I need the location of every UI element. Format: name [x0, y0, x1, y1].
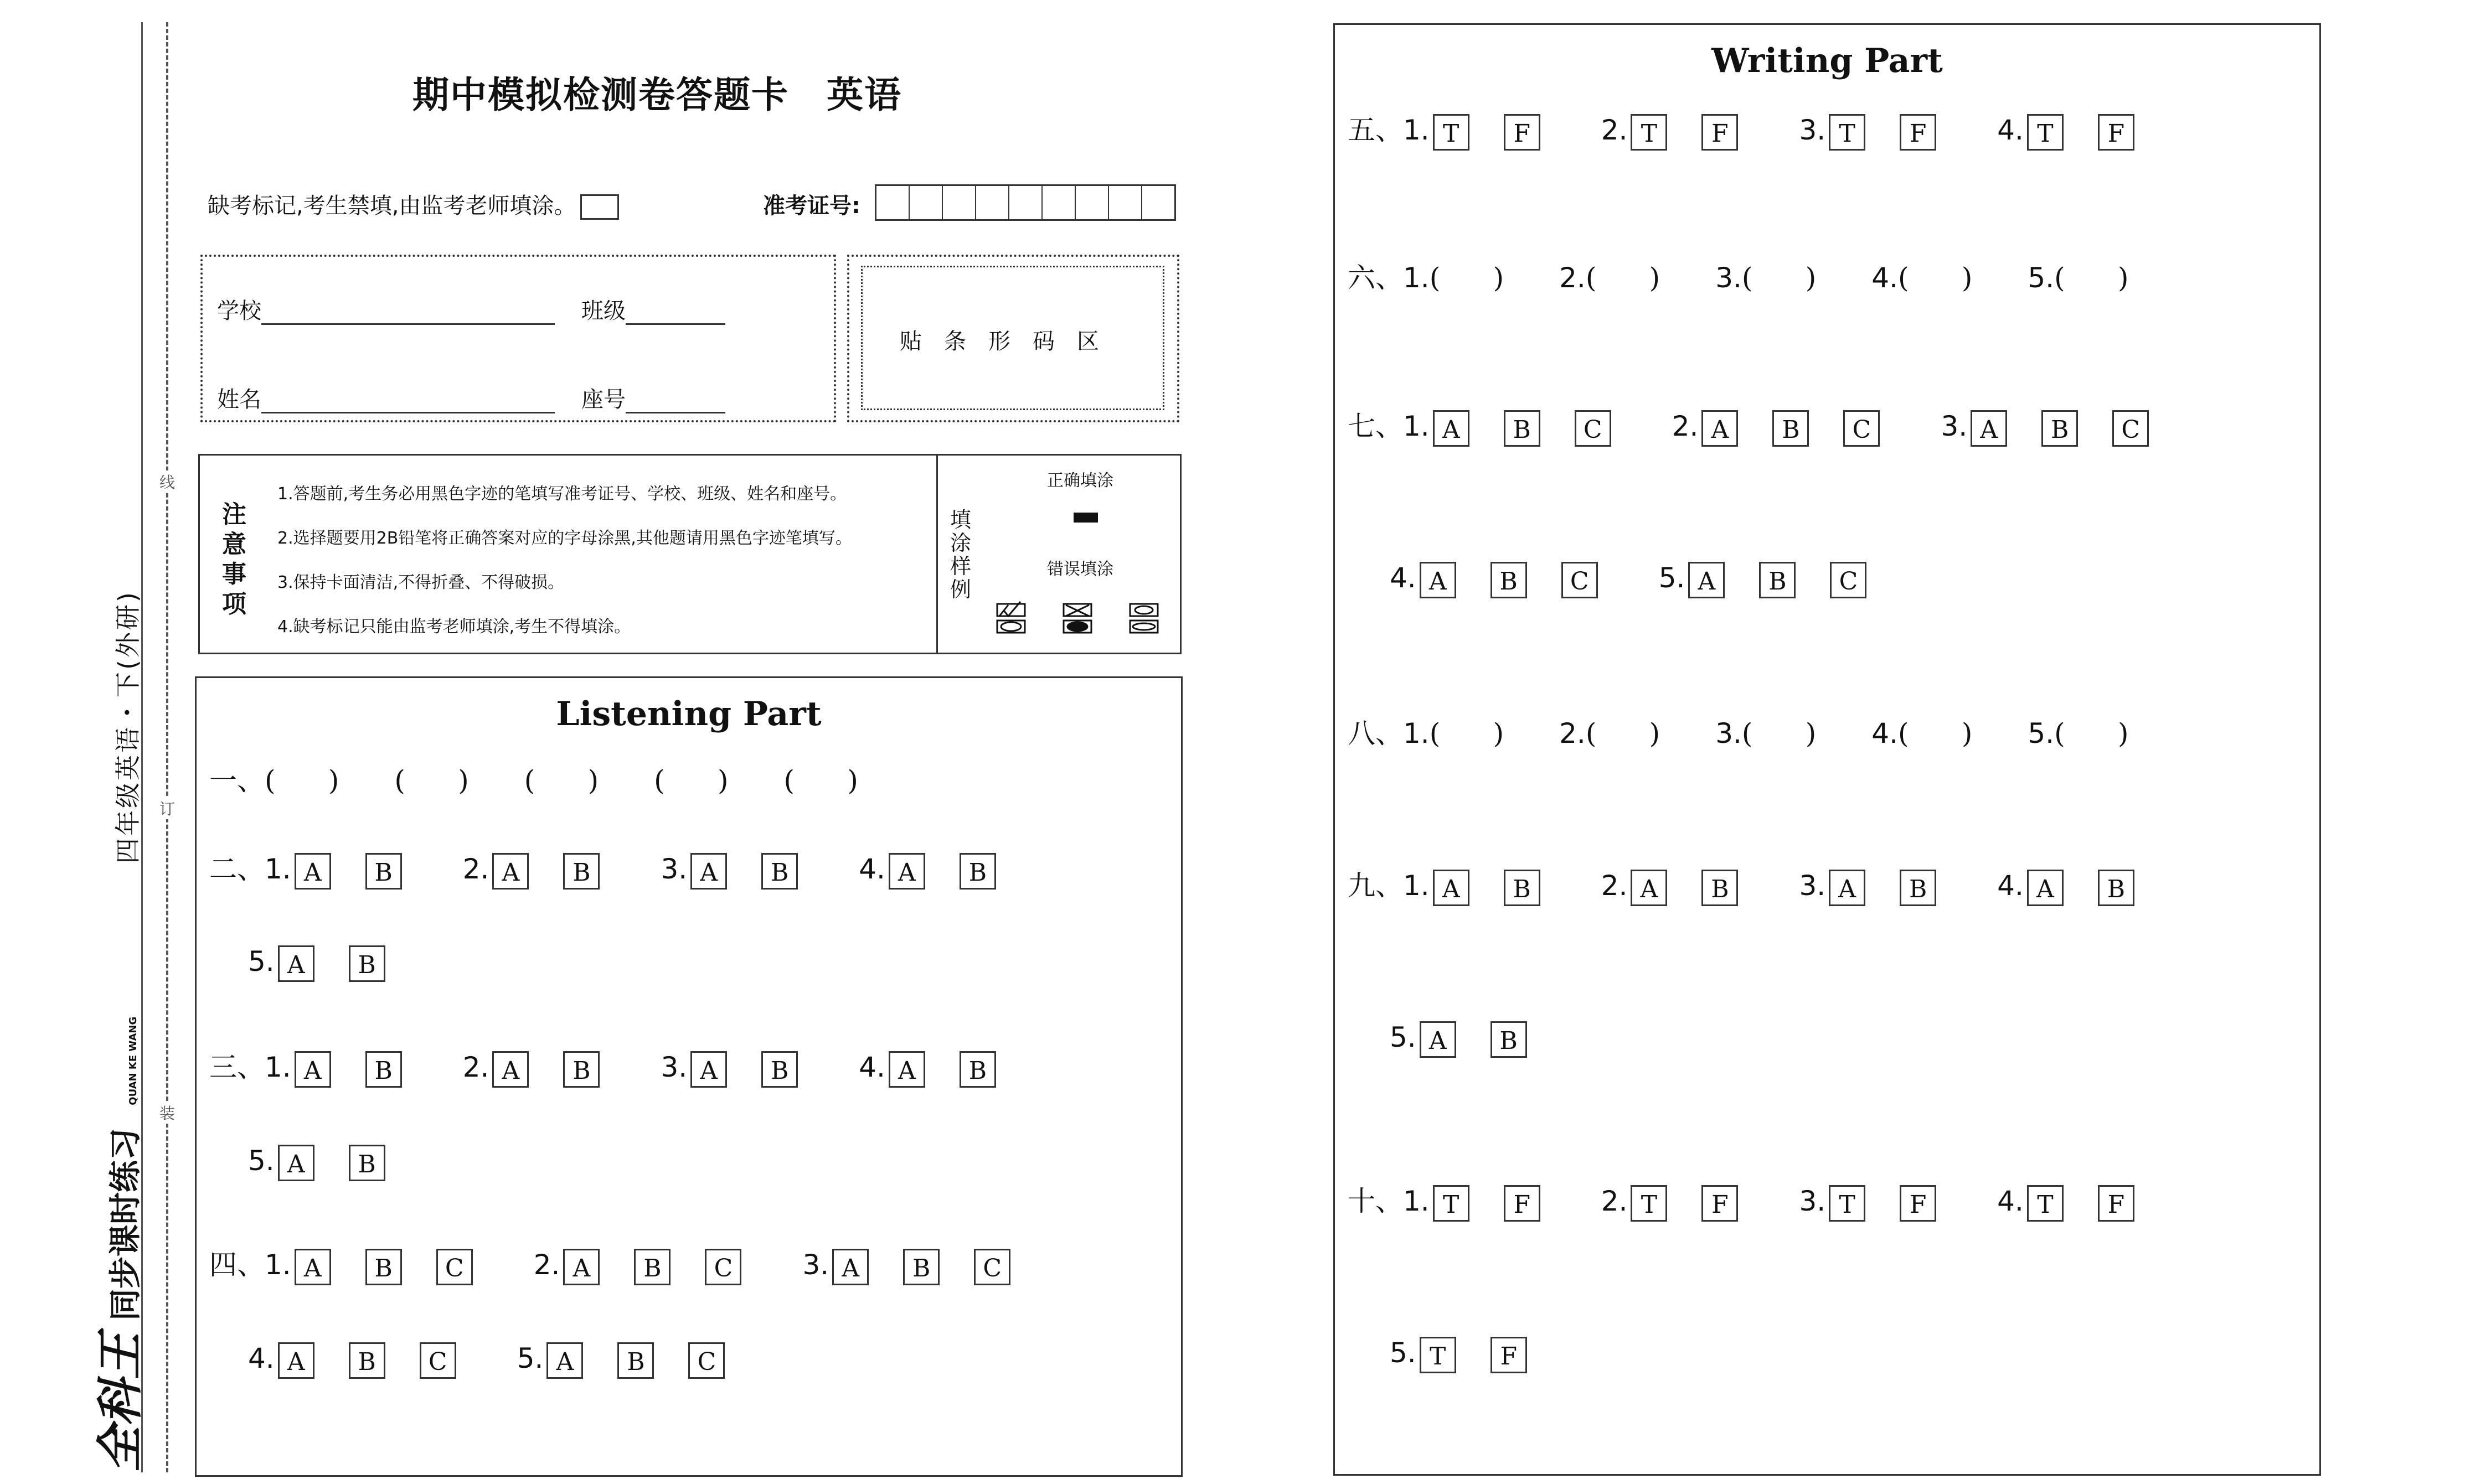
school-input-line[interactable] [261, 323, 555, 325]
question-number: 3. [661, 1051, 688, 1083]
answer-blank[interactable]: ( ) [2054, 262, 2129, 294]
correct-fill-label: 正确填涂 [1047, 471, 1113, 490]
option-box-b[interactable]: B [563, 1051, 600, 1088]
answer-blank[interactable]: ( ) [265, 764, 339, 797]
exam-id-digit[interactable] [976, 186, 1009, 219]
option-box-a[interactable]: A [1420, 562, 1456, 598]
writing-title: Writing Part [1711, 42, 1943, 80]
option-box-a[interactable]: A [546, 1342, 583, 1379]
question-row [209, 1243, 1010, 1285]
option-box-f[interactable]: F [1701, 1185, 1738, 1222]
question-row [1390, 1021, 1527, 1058]
exam-id-digit[interactable] [1142, 186, 1174, 219]
option-box-a[interactable]: A [278, 1342, 314, 1379]
option-box-t[interactable]: T [1829, 114, 1865, 151]
question-row [1390, 562, 1866, 598]
question-number: 4. [1997, 1185, 2024, 1217]
option-box-c[interactable]: C [436, 1249, 473, 1285]
option-box-c[interactable]: C [1843, 410, 1880, 447]
option-box-a[interactable]: A [295, 1051, 331, 1088]
option-box-b[interactable]: B [1900, 870, 1936, 906]
exam-id-digit[interactable] [943, 186, 976, 219]
class-label: 班级 [581, 298, 626, 324]
name-field[interactable] [217, 382, 555, 413]
school-label: 学校 [217, 298, 261, 324]
answer-blank[interactable]: ( ) [1429, 262, 1504, 294]
school-field[interactable] [217, 293, 555, 325]
cut-label-staple: 装 [159, 1102, 175, 1124]
absent-mark-label: 缺考标记,考生禁填,由监考老师填涂。 [208, 193, 576, 219]
option-box-t[interactable]: T [1631, 1185, 1667, 1222]
question-row [209, 758, 914, 798]
exam-id-digit[interactable] [1043, 186, 1076, 219]
option-box-b[interactable]: B [1759, 562, 1796, 598]
question-number: 4. [859, 1051, 885, 1083]
question-number: 1. [1403, 870, 1430, 902]
option-box-f[interactable]: F [2098, 114, 2134, 151]
option-box-a[interactable]: A [492, 853, 529, 890]
question-row [1348, 863, 2134, 906]
class-field[interactable] [581, 293, 725, 325]
answer-blank[interactable]: ( ) [1741, 262, 1817, 294]
option-box-f[interactable]: F [2098, 1185, 2134, 1222]
question-row [1348, 711, 2184, 751]
question-number: 2. [533, 1249, 560, 1281]
option-box-a[interactable]: A [1829, 870, 1865, 906]
question-number: 5. [2028, 262, 2055, 294]
option-box-b[interactable]: B [1701, 870, 1738, 906]
question-number: 4. [1390, 562, 1416, 594]
answer-blank[interactable]: ( ) [394, 764, 469, 797]
option-box-t[interactable]: T [1420, 1337, 1456, 1373]
question-number: 1. [265, 1051, 291, 1083]
option-box-b[interactable]: B [1504, 410, 1540, 447]
option-box-c[interactable]: C [2112, 410, 2149, 447]
question-row [1390, 1337, 1527, 1373]
option-box-c[interactable]: C [1575, 410, 1611, 447]
question-number: 4. [1871, 717, 1898, 749]
question-number: 1. [265, 853, 291, 885]
question-number: 2. [462, 1051, 489, 1083]
cut-label-bind: 订 [159, 797, 175, 819]
option-box-b[interactable]: B [761, 853, 798, 890]
section-number: 三、 [209, 1051, 265, 1083]
question-row [1348, 108, 2134, 151]
option-box-c[interactable]: C [420, 1342, 456, 1379]
section-number: 十、 [1348, 1185, 1403, 1217]
option-box-c[interactable]: C [1830, 562, 1866, 598]
answer-blank[interactable]: ( ) [524, 764, 599, 797]
option-box-a[interactable]: A [563, 1249, 600, 1285]
option-box-a[interactable]: A [690, 853, 727, 890]
brand-sub: 同步课时练习 [106, 1128, 144, 1321]
question-number: 2. [1601, 114, 1628, 146]
option-box-f[interactable]: F [1900, 114, 1936, 151]
grade-subject-label: 四年级英语・下(外研) [113, 590, 143, 863]
name-label: 姓名 [217, 387, 261, 412]
option-box-a[interactable]: A [889, 1051, 925, 1088]
answer-blank[interactable]: ( ) [1741, 717, 1817, 749]
question-row [1348, 404, 2149, 447]
option-box-b[interactable]: B [365, 853, 402, 890]
answer-blank[interactable]: ( ) [2054, 717, 2129, 749]
option-box-b[interactable]: B [634, 1249, 671, 1285]
option-box-t[interactable]: T [1433, 114, 1469, 151]
option-box-b[interactable]: B [903, 1249, 940, 1285]
option-box-a[interactable]: A [492, 1051, 529, 1088]
exam-id-digit[interactable] [1009, 186, 1043, 219]
wrong-fill-label: 错误填涂 [1047, 560, 1113, 579]
exam-id-digit[interactable] [876, 186, 910, 219]
fill-sample-heading: 填涂样例 [950, 508, 972, 602]
class-input-line[interactable] [626, 323, 725, 325]
absent-mark-box[interactable] [580, 194, 619, 220]
option-box-b[interactable]: B [1491, 562, 1527, 598]
question-number: 5. [248, 945, 275, 978]
question-row [248, 1145, 385, 1181]
question-row [209, 847, 996, 890]
absent-mark-row [208, 188, 619, 220]
option-box-b[interactable]: B [349, 945, 385, 982]
cut-label-line: 线 [159, 470, 175, 493]
name-input-line[interactable] [261, 412, 555, 413]
option-box-a[interactable]: A [1971, 410, 2007, 447]
listening-title: Listening Part [556, 695, 822, 733]
exam-id-label: 准考证号: [763, 193, 860, 219]
option-box-a[interactable]: A [1433, 410, 1469, 447]
question-number: 3. [1715, 262, 1742, 294]
option-box-c[interactable]: C [705, 1249, 741, 1285]
option-box-a[interactable]: A [832, 1249, 869, 1285]
correct-fill-sample [1074, 513, 1098, 523]
section-number: 六、 [1348, 262, 1403, 294]
notes-heading: 注意事项 [222, 500, 246, 618]
option-box-f[interactable]: F [1504, 1185, 1540, 1222]
option-box-b[interactable]: B [960, 853, 996, 890]
option-box-b[interactable]: B [617, 1342, 654, 1379]
option-box-f[interactable]: F [1701, 114, 1738, 151]
question-number: 2. [462, 853, 489, 885]
notes-list [277, 472, 852, 649]
question-number: 5. [2028, 717, 2055, 749]
page-title: 期中模拟检测卷答题卡 英语 [412, 74, 902, 116]
option-box-a[interactable]: A [295, 1249, 331, 1285]
question-number: 2. [1559, 717, 1586, 749]
question-number: 3. [661, 853, 688, 885]
question-number: 3. [1715, 717, 1742, 749]
question-number: 5. [1390, 1337, 1416, 1369]
question-number: 3. [1799, 114, 1826, 146]
option-box-t[interactable]: T [1829, 1185, 1865, 1222]
section-number: 二、 [209, 853, 265, 885]
section-number: 五、 [1348, 114, 1403, 146]
question-number: 1. [1403, 262, 1430, 294]
option-box-b[interactable]: B [563, 853, 600, 890]
option-box-b[interactable]: B [365, 1051, 402, 1088]
exam-id-digit[interactable] [910, 186, 943, 219]
note-item: 3.保持卡面清洁,不得折叠、不得破损。 [277, 573, 565, 592]
option-box-b[interactable]: B [365, 1249, 402, 1285]
seat-field[interactable] [581, 382, 725, 413]
option-box-b[interactable]: B [349, 1342, 385, 1379]
answer-blank[interactable]: ( ) [1898, 262, 1973, 294]
wrong-fill-samples [992, 599, 1169, 638]
question-number: 4. [859, 853, 885, 885]
section-number: 八、 [1348, 717, 1403, 749]
question-number: 1. [1403, 114, 1430, 146]
exam-id-digit[interactable] [1076, 186, 1109, 219]
section-number: 四、 [209, 1249, 265, 1281]
option-box-a[interactable]: A [295, 853, 331, 890]
question-row [209, 1045, 996, 1088]
notes-box [198, 454, 1182, 654]
brand-pinyin: QUAN KE WANG [127, 1016, 139, 1105]
section-number: 一、 [209, 764, 265, 797]
brand-main: 全科王 [93, 1332, 147, 1472]
question-number: 3. [1799, 1185, 1826, 1217]
option-box-c[interactable]: C [974, 1249, 1010, 1285]
answer-blank[interactable]: ( ) [1585, 717, 1660, 749]
option-box-t[interactable]: T [2027, 114, 2064, 151]
question-number: 5. [248, 1145, 275, 1177]
option-box-b[interactable]: B [1772, 410, 1809, 447]
question-number: 5. [1390, 1021, 1416, 1053]
option-box-b[interactable]: B [1491, 1021, 1527, 1058]
question-row [248, 945, 385, 982]
question-number: 1. [1403, 1185, 1430, 1217]
answer-blank[interactable]: ( ) [1898, 717, 1973, 749]
option-box-b[interactable]: B [1504, 870, 1540, 906]
question-number: 3. [802, 1249, 829, 1281]
question-number: 2. [1601, 1185, 1628, 1217]
note-item: 2.选择题要用2B铅笔将正确答案对应的字母涂黑,其他题请用黑色字迹笔填写。 [277, 529, 852, 548]
question-number: 3. [1941, 410, 1968, 442]
option-box-c[interactable]: C [688, 1342, 725, 1379]
option-box-b[interactable]: B [960, 1051, 996, 1088]
option-box-t[interactable]: T [1433, 1185, 1469, 1222]
question-number: 1. [1403, 410, 1430, 442]
question-number: 4. [1997, 870, 2024, 902]
question-row [1348, 256, 2184, 296]
question-number: 5. [1658, 562, 1685, 594]
question-number: 4. [248, 1342, 275, 1374]
section-number: 七、 [1348, 410, 1403, 442]
question-number: 4. [1997, 114, 2024, 146]
option-box-b[interactable]: B [761, 1051, 798, 1088]
option-box-a[interactable]: A [278, 1145, 314, 1181]
question-number: 5. [517, 1342, 544, 1374]
question-number: 3. [1799, 870, 1826, 902]
option-box-f[interactable]: F [1900, 1185, 1936, 1222]
option-box-a[interactable]: A [690, 1051, 727, 1088]
option-box-t[interactable]: T [1631, 114, 1667, 151]
question-row [1348, 1179, 2134, 1222]
option-box-b[interactable]: B [2041, 410, 2078, 447]
answer-blank[interactable]: ( ) [1585, 262, 1660, 294]
section-number: 九、 [1348, 870, 1403, 902]
option-box-a[interactable]: A [1688, 562, 1725, 598]
option-box-t[interactable]: T [2027, 1185, 2064, 1222]
option-box-b[interactable]: B [349, 1145, 385, 1181]
option-box-b[interactable]: B [2098, 870, 2134, 906]
option-box-f[interactable]: F [1491, 1337, 1527, 1373]
option-box-a[interactable]: A [1433, 870, 1469, 906]
question-number: 4. [1871, 262, 1898, 294]
option-box-c[interactable]: C [1561, 562, 1598, 598]
answer-blank[interactable]: ( ) [783, 764, 858, 797]
question-number: 1. [1403, 717, 1430, 749]
option-box-a[interactable]: A [1420, 1021, 1456, 1058]
option-box-a[interactable]: A [1701, 410, 1738, 447]
option-box-f[interactable]: F [1504, 114, 1540, 151]
question-number: 1. [265, 1249, 291, 1281]
notes-divider [936, 456, 938, 653]
note-item: 1.答题前,考生务必用黑色字迹的笔填写准考证号、学校、班级、姓名和座号。 [277, 484, 847, 504]
option-box-a[interactable]: A [278, 945, 314, 982]
question-number: 2. [1559, 262, 1586, 294]
note-item: 4.缺考标记只能由监考老师填涂,考生不得填涂。 [277, 617, 631, 637]
question-number: 2. [1601, 870, 1628, 902]
option-box-a[interactable]: A [889, 853, 925, 890]
question-row [248, 1342, 725, 1379]
exam-id-boxes[interactable] [875, 184, 1176, 221]
seat-label: 座号 [581, 387, 626, 412]
brand-logo [83, 1017, 150, 1472]
option-box-a[interactable]: A [1631, 870, 1667, 906]
option-box-a[interactable]: A [2027, 870, 2064, 906]
barcode-label: 贴条形码区 [900, 329, 1121, 354]
answer-blank[interactable]: ( ) [654, 764, 729, 797]
answer-blank[interactable]: ( ) [1429, 717, 1504, 749]
exam-id-digit[interactable] [1109, 186, 1142, 219]
question-number: 2. [1672, 410, 1699, 442]
seat-input-line[interactable] [626, 412, 725, 413]
cut-line [166, 22, 168, 1472]
